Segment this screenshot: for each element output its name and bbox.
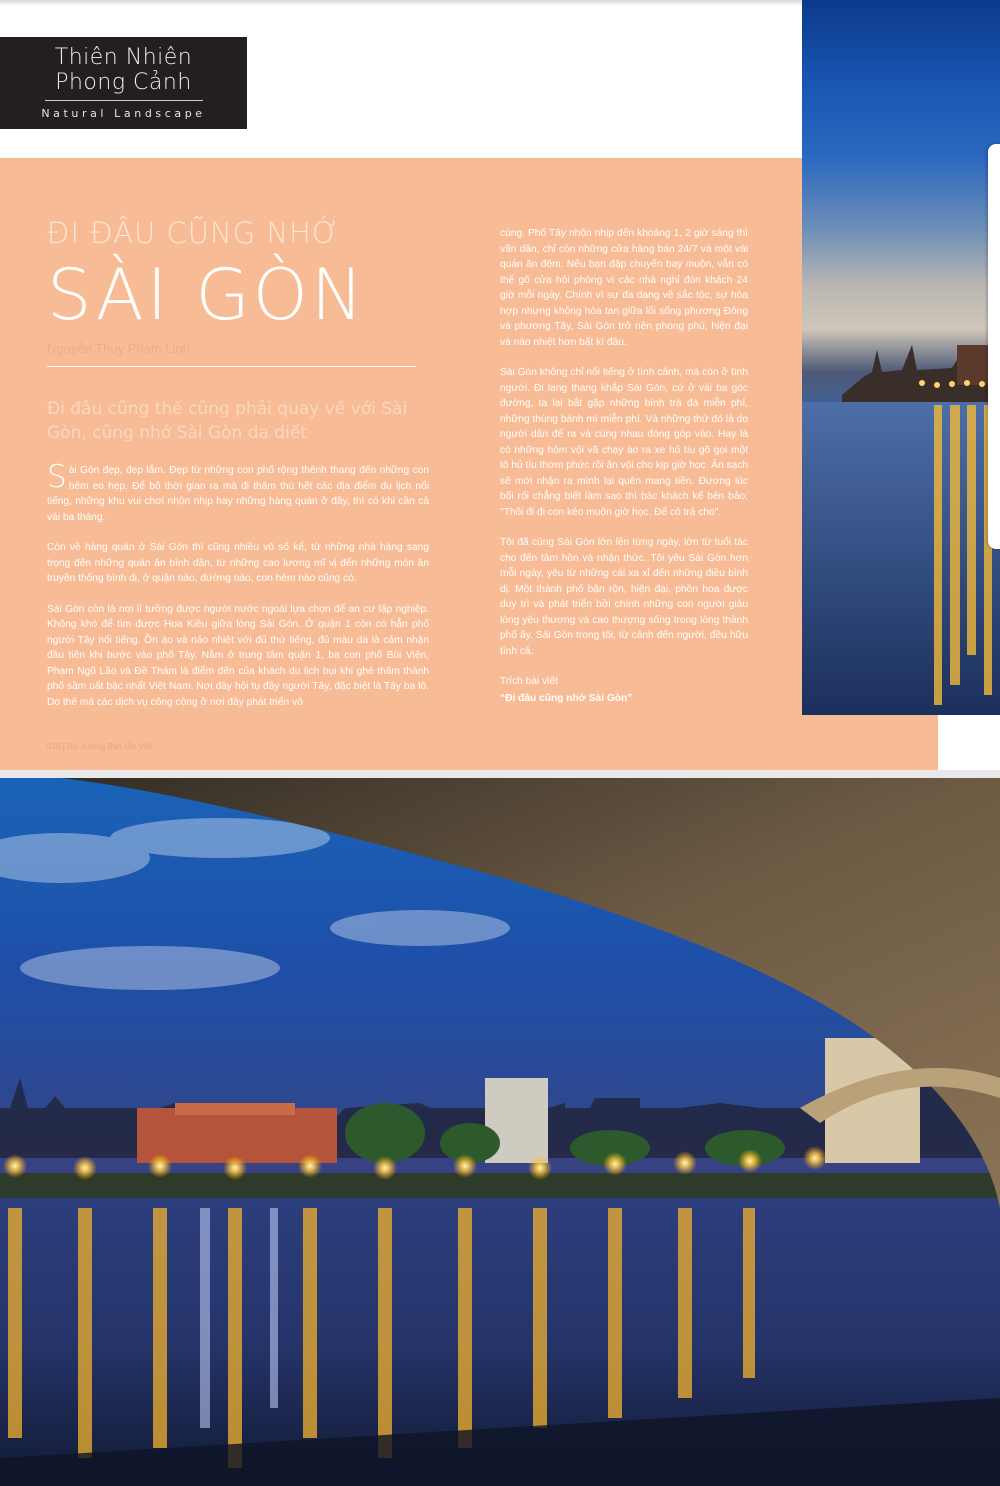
article-lead: Đi đâu cũng thế cũng phải quay về với Sài Gòn, cũng nhớ Sài Gòn da diết [47,399,408,443]
article-column-left [47,215,429,710]
paragraph: Sài Gòn không chỉ nổi tiếng ở tình cảnh, mà còn ở tình người. Đi lang thang khắp Sài Gòn, cứ ở vài ba góc đường, ta lại bắt gặp những bình trà đá miễn phí, những thùng bánh mì miễn phí. Và những thứ đó là do người dân để ra và cùng nhau đóng góp vào. Hay là có những hôm vội vã chạy ào ra xe hủ tíu gõ gọi một tô hủ tíu thơm phức rồi ăn vội cho kịp giờ học. Ăn sạch sẽ mới nhận ra mình lại quên mang tiền. Đương lúc bối rối chẳng biết làm sao thì bác khách kế bên bảo: "Thôi đi đi con kẻo muộn giờ học. Để cô trả cho". [500,367,748,518]
page-divider [0,770,1000,778]
title-rule [47,366,416,367]
photo-saigon-river-night [0,778,1000,1486]
paragraph: Sài Gòn còn là nơi lí tưởng được người nước ngoài lựa chọn để an cư lập nghiệp. Không khó để tìm được Hoa Kiều giữa lòng Sài Gòn. Ở quận 1 còn có hẳn phố người Tây nổi tiếng. Ồn ào và náo nhiệt với đủ thứ tiếng, đủ màu da là cảm nhận đầu tiên khi bước vào phố Tây. Nằm ở trung tâm quận 1, ba con phố Bùi Viện, Phạm Ngũ Lão và Đề Thám là điểm đến của khách du lịch bụi khi ghé thăm thành phố sầm uất bậc nhất Việt Nam. Nơi đây hội tụ đầy người Tây, đặc biệt là Tây ba lô. Do thế mà các dịch vụ công cộng ở nơi đây phát triển vô [47,603,429,708]
section-label-subtitle: Natural Landscape [41,107,206,120]
article-body-left [47,459,429,710]
paragraph: Tôi đã cùng Sài Gòn lớn lên từng ngày, lớn từ tuổi tác cho đến tâm hồn và nhận thức. Tôi yêu Sài Gòn hơn mỗi ngày, yêu từ những cái xa xỉ đến những điều bình dị. Một thành phố bận rộn, hiện đại, phồn hoa được duy trì và phát triển bởi chính những con người giàu lòng yêu thương và cao thượng sống trong lòng thành phố ấy. Sài Gòn trong tôi, từ cảnh đến người, đều hữu tình cả. [500,537,748,657]
article-author: Nguyễn Thụy Phạm Linh [47,341,190,356]
article-column-right [500,226,748,706]
paragraph [47,459,429,525]
side-photo-art [802,0,1000,715]
paragraph-text: ài Gòn đẹp, đẹp lắm. Đẹp từ những con phố rộng thênh thang đến những con hẻm eo hẹp. Để bỏ thời gian ra mà đi thăm thú hết các địa điểm du lịch nổi tiếng, những khu vui chơi nhộn nhịp hay những hàng quán ở đây, thì có khi cần cả vài ba tháng. [47,465,429,523]
article-body-right [500,226,748,659]
article-kicker: ĐI ĐÂU CŨNG NHỚ [47,216,340,250]
credit-title-text: “Đi đâu cũng nhớ Sài Gòn” [500,693,633,704]
paragraph: cùng. Phố Tây nhộn nhịp đến khoảng 1, 2 giờ sáng thì vãn dần, chỉ còn những cửa hàng bán 24/7 và một vài quán ăn đêm. Nếu bạn đặp chuyến bay muộn, vẫn có thể gõ cửa hỏi phòng vì các nhà nghỉ đón khách 24 giờ mỗi ngày. Chính vì sự đa dạng về sắc tộc, sự hòa hợp nhưng không hòa tan giữa lối sống phương Đông và phương Tây, Sài Gòn trở nên phong phú, hiện đại và náo nhiệt hơn bất kì đâu. [500,228,748,348]
landmark-roof [175,1103,295,1115]
scroll-handle[interactable] [988,144,1000,549]
credit-title [500,691,748,706]
bottom-photo-art [0,778,1000,1486]
article-title: SÀI GÒN [47,254,367,336]
paragraph: Còn về hàng quán ở Sài Gòn thì cũng nhiều vô số kể, từ những nhà hàng sang trọng đến những quán ăn bình dân, từ những cao lương mĩ vị đến những món ăn truyền thống bình dị, ở quận nào, đường nào, con hẻm nào cũng có. [47,542,429,584]
section-label-line2: Phong Cảnh [55,70,192,95]
page-folio: 016 | Dịn hướng Bản sắc Việt [47,742,153,751]
section-label [0,37,247,129]
dropcap: S [47,459,67,495]
credit-label: Trích bài viết [500,676,558,687]
side-photo-river-dusk [802,0,1000,715]
section-label-rule [45,100,203,101]
section-label-line1: Thiên Nhiên [54,45,193,70]
